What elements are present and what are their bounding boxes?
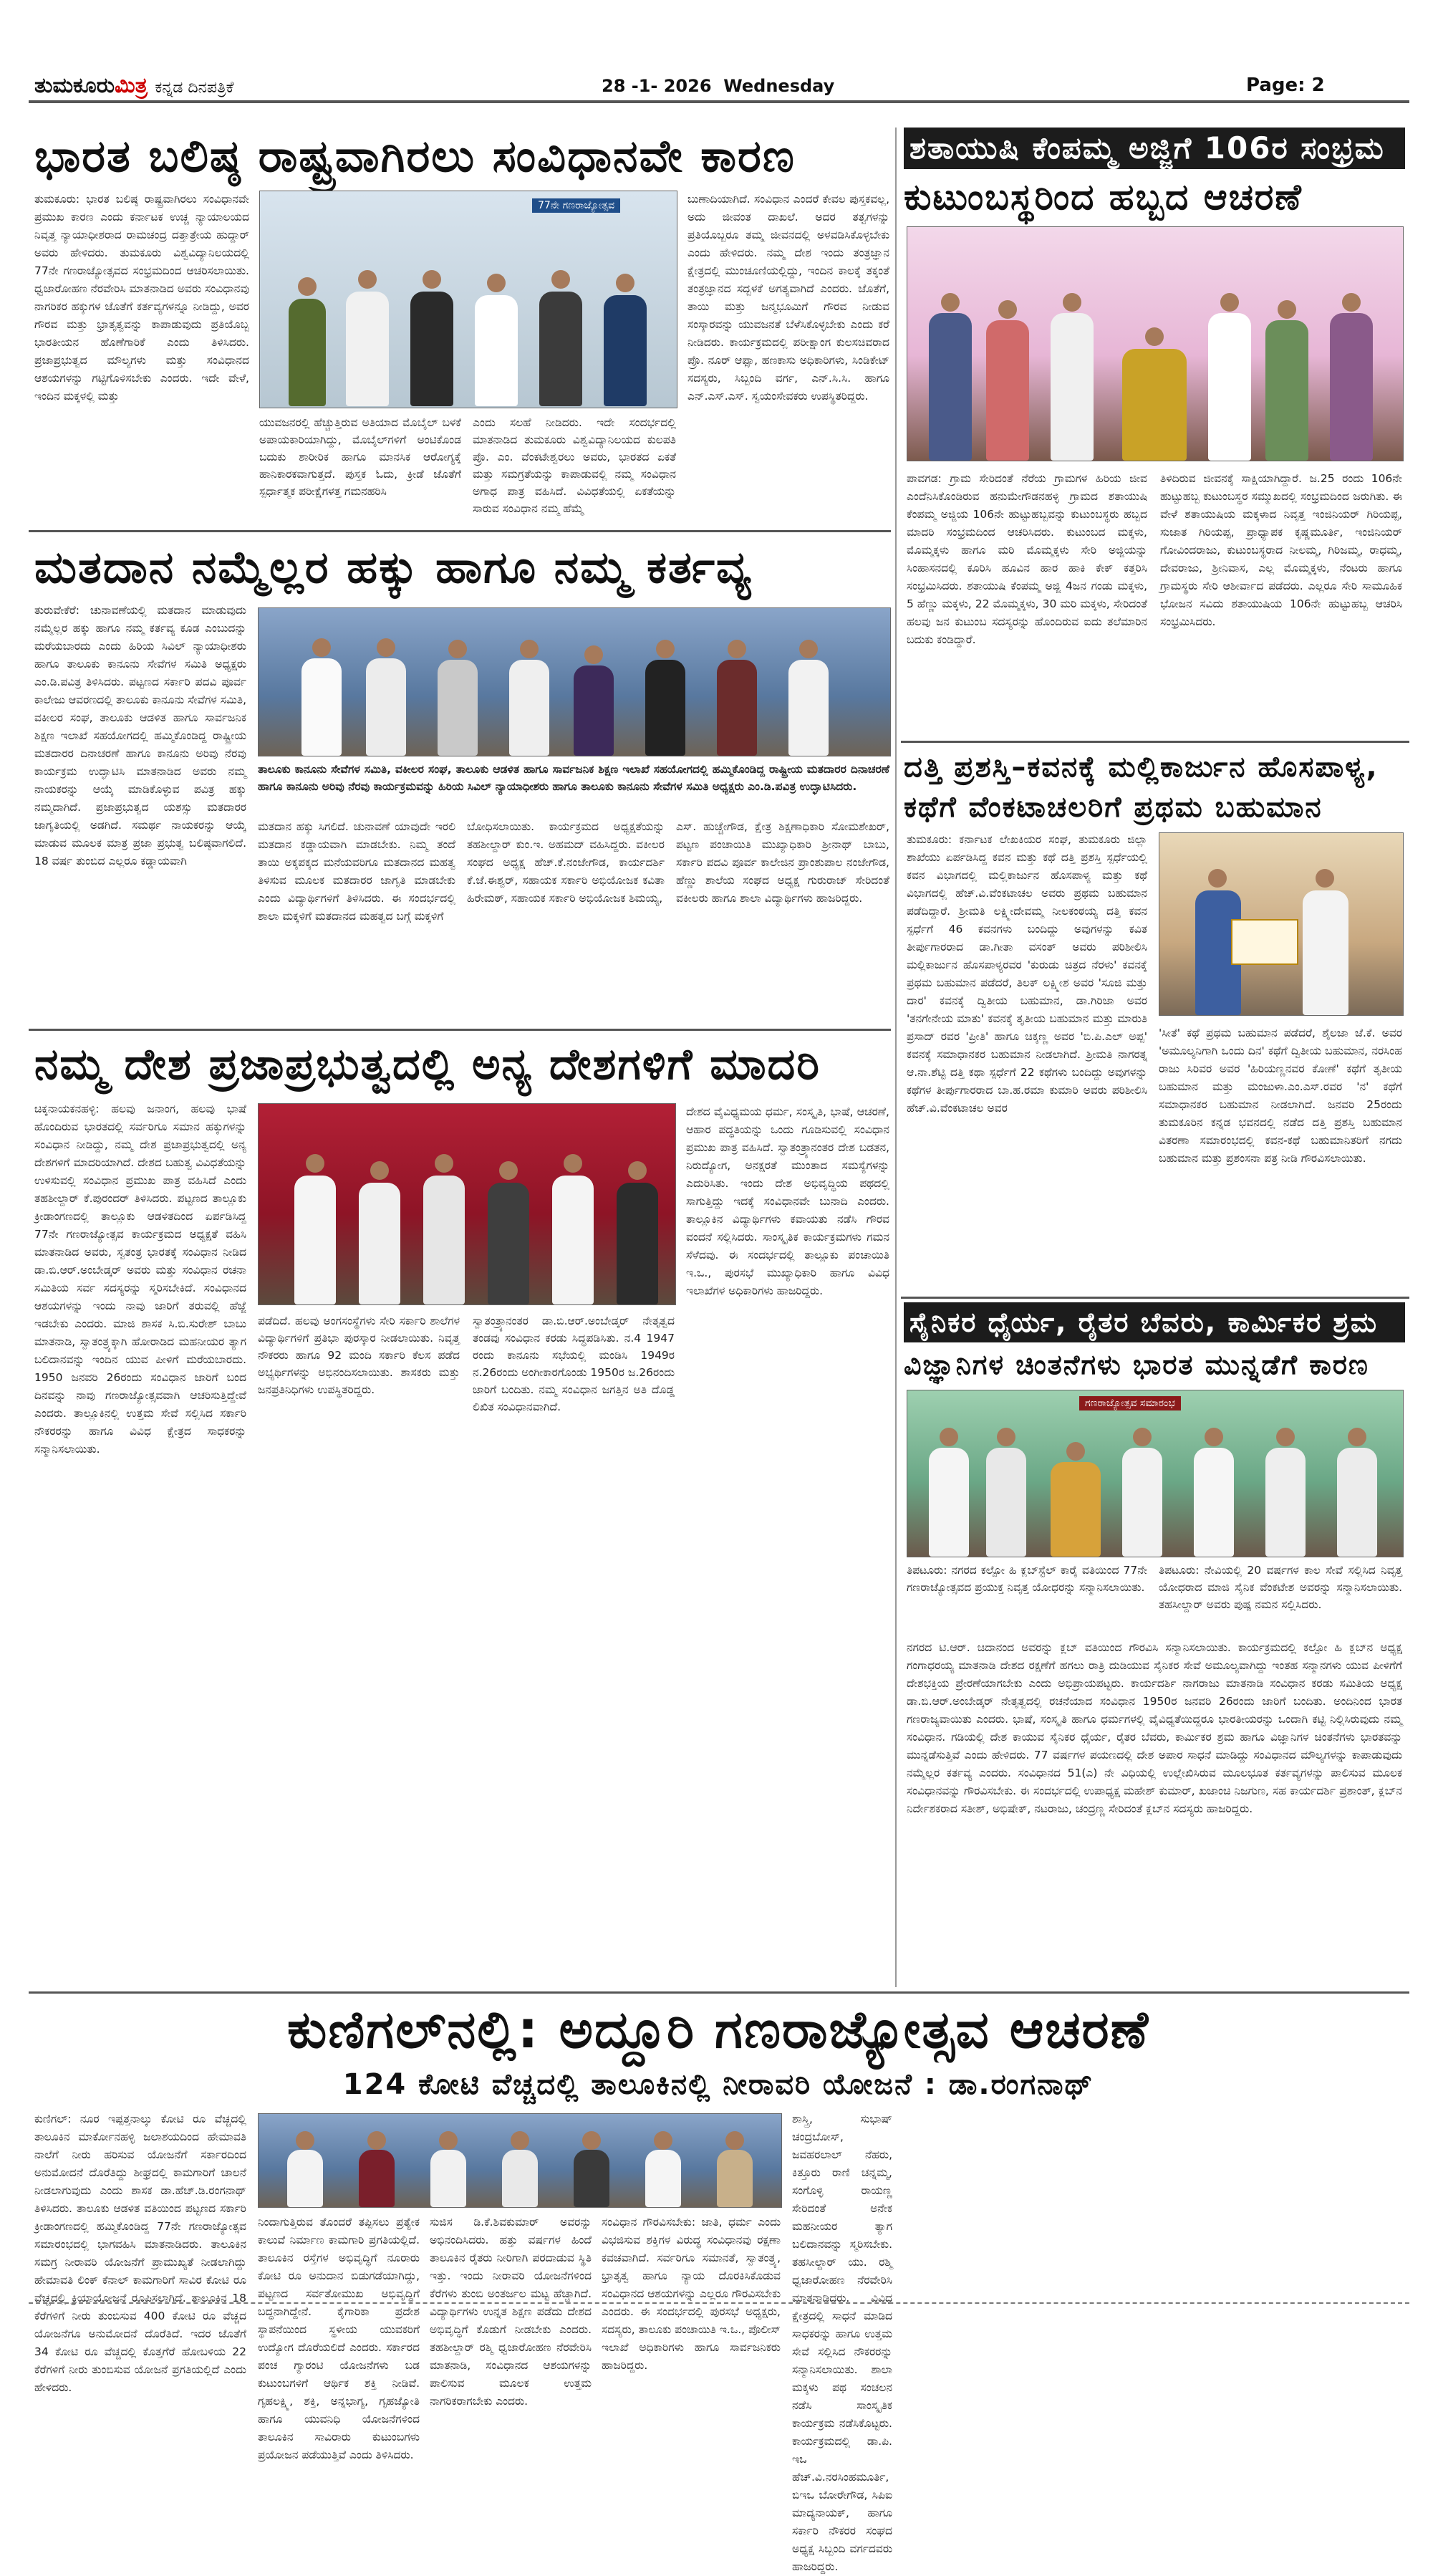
footer-rule	[29, 2302, 1409, 2305]
headline-award-2: ಕಥೆಗೆ ವೆಂಕಟಾಚಲರಿಗೆ ಪ್ರಥಮ ಬಹುಮಾನ	[904, 791, 1323, 824]
article-voting-col4: ಎಸ್. ಹುಚ್ಚೇಗೌಡ, ಕ್ಷೇತ್ರ ಶಿಕ್ಷಣಾಧಿಕಾರಿ ಸೋಮಶೇಖರ್, ಪಟ್ಟಣ ಪಂಚಾಯಿತಿ ಮುಖ್ಯಾಧಿಕಾರಿ ಶ್ರೀನಾಥ್ ಬಾಬು, ಸರ್ಕಾರಿ ಪದವಿ ಪೂರ್ವ ಕಾಲೇಜಿನ ಪ್ರಾಂಶುಪಾಲ ನಂಜೇಗೌಡ, ಹೆಣ್ಣು ಶಾಲೆಯ ಸಂಘದ ಅಧ್ಯಕ್ಷ ಗುರುರಾಜ್ ಸೇರಿದಂತೆ ವಕೀಲರು ಹಾಗೂ ಶಾಲಾ ವಿದ್ಯಾರ್ಥಿಗಳು ಹಾಜರಿದ್ದರು.	[676, 820, 889, 905]
headline-constitution: ಭಾರತ ಬಲಿಷ್ಠ ರಾಷ್ಟ್ರವಾಗಿರಲು ಸಂವಿಧಾನವೇ ಕಾರಣ	[34, 130, 796, 182]
divider	[901, 741, 1409, 743]
article-soldiers-col1: ನಗರದ ಟಿ.ಆರ್. ಚಿದಾನಂದ ಅವರನ್ನು ಕ್ಲಬ್ ವತಿಯಿಂದ ಗೌರವಿಸಿ ಸನ್ಮಾನಿಸಲಾಯಿತು. ಕಾರ್ಯಕ್ರಮದಲ್ಲಿ ಕಲ್ಪೋ ಹಿ ಕ್ಲಬ್‌ನ ಅಧ್ಯಕ್ಷ ಗಂಗಾಧರಯ್ಯ ಮಾತನಾಡಿ ದೇಶದ ರಕ್ಷಣೆಗೆ ಹಗಲು ರಾತ್ರಿ ದುಡಿಯುವ ಸೈನಿಕರ ಸೇವೆ ಅಮೂಲ್ಯವಾಗಿದ್ದು ಇಂತಹ ಸನ್ಮಾನಗಳು ಯುವ ಪೀಳಿಗೆಗೆ ದೇಶಭಕ್ತಿಯ ಪ್ರೇರಣೆಯಾಗಬೇಕು ಎಂದು ಅಭಿಪ್ರಾಯಪಟ್ಟರು. ಕಾರ್ಯದರ್ಶಿ ನಾಗರಾಜು ಮಾತನಾಡಿ ಸಂವಿಧಾನ ಕರಡು ಸಮಿತಿಯ ಅಧ್ಯಕ್ಷ ಡಾ.ಬಿ.ಆರ್.ಅಂಬೇಡ್ಕರ್ ನೇತೃತ್ವದಲ್ಲಿ ರಚನೆಯಾದ ಸಂವಿಧಾನ 1950ರ ಜನವರಿ 26ರಂದು ಜಾರಿಗೆ ಬಂದಿತು. ಅಂದಿನಿಂದ ಭಾರತ ಗಣರಾಜ್ಯವಾಯಿತು ಎಂದರು. ಭಾಷೆ, ಸಂಸ್ಕೃತಿ ಹಾಗೂ ಧರ್ಮಗಳಲ್ಲಿ ವೈವಿಧ್ಯತೆಯಿದ್ದರೂ ಭಾರತೀಯರನ್ನು ಒಂದಾಗಿ ಕಟ್ಟಿ ನಿಲ್ಲಿಸಿರುವುದು ನಮ್ಮ ಸಂವಿಧಾನ. ಗಡಿಯಲ್ಲಿ ದೇಶ ಕಾಯುವ ಸೈನಿಕರ ಧೈರ್ಯ, ರೈತರ ಬೆವರು, ಕಾರ್ಮಿಕರ ಶ್ರಮ ಹಾಗೂ ವಿಜ್ಞಾನಿಗಳ ಚಿಂತನೆಗಳು ಭಾರತವನ್ನು ಮುನ್ನಡೆಸುತ್ತಿವೆ ಎಂದು ಹೇಳಿದರು. 77 ವರ್ಷಗಳ ಪಯಣದಲ್ಲಿ ದೇಶ ಅಪಾರ ಸಾಧನೆ ಮಾಡಿದ್ದು ಸಂವಿಧಾನದ ಮೌಲ್ಯಗಳನ್ನು ಕಾಪಾಡುವುದು ನಮ್ಮೆಲ್ಲರ ಕರ್ತವ್ಯ ಎಂದರು. ಸಂವಿಧಾನದ 51(ಎ) ನೇ ವಿಧಿಯಲ್ಲಿ ಉಲ್ಲೇಖಿಸಿರುವ ಮೂಲಭೂತ ಕರ್ತವ್ಯಗಳನ್ನು ಪಾಲಿಸುವ ಮೂಲಕ ಸಂವಿಧಾನವನ್ನು ಗೌರವಿಸಬೇಕು. ಈ ಸಂದರ್ಭದಲ್ಲಿ ಉಪಾಧ್ಯಕ್ಷ ಮಹೇಶ್ ಕುಮಾರ್, ಖಜಾಂಚಿ ನಿಜಗುಣ, ಸಹ ಕಾರ್ಯದರ್ಶಿ ಪ್ರಶಾಂತ್, ಕ್ಲಬ್‌ನ ನಿರ್ದೇಶಕರಾದ ಸತೀಶ್, ಅಭಿಷೇಕ್, ನಟರಾಜು, ಚಂದ್ರಣ್ಣ ಸೇರಿದಂತೆ ಕ್ಲಬ್‌ನ ಸದಸ್ಯರು ಹಾಜರಿದ್ದರು.	[907, 1641, 1402, 1815]
headline-centenarian-2: ಕುಟುಂಬಸ್ಥರಿಂದ ಹಬ್ಬದ ಆಚರಣೆ	[904, 176, 1303, 218]
article-constitution-col1: ತುಮಕೂರು: ಭಾರತ ಬಲಿಷ್ಠ ರಾಷ್ಟ್ರವಾಗಿರಲು ಸಂವಿಧಾನವೇ ಪ್ರಮುಖ ಕಾರಣ ಎಂದು ಕರ್ನಾಟಕ ಉಚ್ಚ ನ್ಯಾಯಾಲಯದ ನಿವೃತ್ತ ನ್ಯಾಯಾಧೀಶರಾದ ರಾಮಚಂದ್ರ ದತ್ತಾತ್ರೇಯ ಹುದ್ದಾರ್ ಅವರು ಹೇಳಿದರು. ತುಮಕೂರು ವಿಶ್ವವಿದ್ಯಾನಿಲಯದಲ್ಲಿ 77ನೇ ಗಣರಾಜ್ಯೋತ್ಸವದ ಸಂಭ್ರಮದಿಂದ ಆಚರಿಸಲಾಯಿತು. ಧ್ವಜಾರೋಹಣ ನೆರವೇರಿಸಿ ಮಾತನಾಡಿದ ಅವರು ಸಂವಿಧಾನವು ನಾಗರಿಕರ ಹಕ್ಕುಗಳ ಜೊತೆಗೆ ಕರ್ತವ್ಯಗಳನ್ನೂ ನೀಡಿದ್ದು, ಅವರ ಗೌರವ ಮತ್ತು ಭ್ರಾತೃತ್ವವನ್ನು ಕಾಪಾಡುವುದು ಪ್ರತಿಯೊಬ್ಬ ಭಾರತೀಯನ ಹೊಣೆಗಾರಿಕೆ ಎಂದು ತಿಳಿಸಿದರು. ಪ್ರಜಾಪ್ರಭುತ್ವದ ಮೌಲ್ಯಗಳು ಮತ್ತು ಸಂವಿಧಾನದ ಆಶಯಗಳನ್ನು ಗಟ್ಟಿಗೊಳಿಸಬೇಕು ಎಂದರು. ಇದೇ ವೇಳೆ, ಇಂದಿನ ಮಕ್ಕಳಲ್ಲಿ ಮತ್ತು	[34, 193, 249, 403]
article-voting-col2: ಮತದಾನ ಹಕ್ಕು ಸಿಗಲಿದೆ. ಚುನಾವಣೆ ಯಾವುದೇ ಇರಲಿ ಮತದಾನ ಕಡ್ಡಾಯವಾಗಿ ಮಾಡಬೇಕು. ನಿಮ್ಮ ತಂದೆ ತಾಯಿ ಅಕ್ಕಪಕ್ಕದ ಮನೆಯವರಿಗೂ ಮತದಾನದ ಮಹತ್ವ ತಿಳಿಸುವ ಮೂಲಕ ಮತದಾರರ ಜಾಗೃತಿ ಮಾಡಬೇಕು ಎಂದು ವಿದ್ಯಾರ್ಥಿಗಳಿಗೆ ತಿಳಿಸಿದರು. ಈ ಸಂದರ್ಭದಲ್ಲಿ ಶಾಲಾ ಮಕ್ಕಳಿಗೆ ಮತದಾನದ ಮಹತ್ವದ ಬಗ್ಗೆ ಮಕ್ಕಳಿಗೆ	[258, 820, 455, 923]
photo-banner: ಗಣರಾಜ್ಯೋತ್ಸವ ಸಮಾರಂಭ	[1079, 1396, 1181, 1410]
article-democracy-cap2: ಸ್ವಾತಂತ್ರ್ಯಾನಂತರ ಡಾ.ಬಿ.ಆರ್.ಅಂಬೇಡ್ಕರ್ ನೇತೃತ್ವದ ತಂಡವು ಸಂವಿಧಾನ ಕರಡು ಸಿದ್ಧಪಡಿಸಿತು. ನ.4 1947 ರಂದು ಕಾನೂನು ಸಭೆಯಲ್ಲಿ ಮಂಡಿಸಿ 1949ರ ನ.26ರಂದು ಅಂಗೀಕಾರಗೊಂಡು 1950ರ ಜ.26ರಂದು ಜಾರಿಗೆ ಬಂದಿತು. ನಮ್ಮ ಸಂವಿಧಾನ ಜಗತ್ತಿನ ಅತಿ ದೊಡ್ಡ ಲಿಖಿತ ಸಂವಿಧಾನವಾಗಿದೆ.	[473, 1315, 675, 1413]
photo-banner: 77ನೇ ಗಣರಾಜ್ಯೋತ್ಸವ	[532, 198, 620, 213]
photo-soldiers-felicitation	[907, 1390, 1404, 1557]
divider	[29, 1991, 1409, 1994]
article-award-col1: ತುಮಕೂರು: ಕರ್ನಾಟಕ ಲೇಖಕಿಯರ ಸಂಘ, ತುಮಕೂರು ಜಿಲ್ಲಾ ಶಾಖೆಯು ಏರ್ಪಡಿಸಿದ್ದ ಕವನ ಮತ್ತು ಕಥೆ ದತ್ತಿ ಪ್ರಶಸ್ತಿ ಸ್ಪರ್ಧೆಯಲ್ಲಿ ಕವನ ವಿಭಾಗದಲ್ಲಿ ಮಲ್ಲಿಕಾರ್ಜುನ ಹೊಸಪಾಳ್ಯ ಮತ್ತು ಕಥೆ ವಿಭಾಗದಲ್ಲಿ ಹೆಚ್.ವಿ.ವೆಂಕಟಾಚಲ ಅವರು ಪ್ರಥಮ ಬಹುಮಾನ ಪಡೆದಿದ್ದಾರೆ. ಶ್ರೀಮತಿ ಲಕ್ಷ್ಮೀದೇವಮ್ಮ ನೀಲಕಂಠಯ್ಯ ದತ್ತಿ ಕವನ ಸ್ಪರ್ಧೆಗೆ 46 ಕವನಗಳು ಬಂದಿದ್ದು ಅವುಗಳನ್ನು ಕವಿತ ತೀರ್ಪುಗಾರರಾದ ಡಾ.ಗೀತಾ ವಸಂತ್ ಅವರು ಪರಿಶೀಲಿಸಿ ಮಲ್ಲಿಕಾರ್ಜುನ ಹೊಸಪಾಳ್ಯರವರ 'ಕುರುಡು ಚಿತ್ರದ ನೆರಳು' ಕವನಕ್ಕೆ ಪ್ರಥಮ ಬಹುಮಾನ ಪಡೆದರೆ, ತಿಲಕ್ ಲಕ್ಷ್ಮೀಶ ಅವರ 'ಸೂಜಿ ಮತ್ತು ದಾರ' ಕವನಕ್ಕೆ ದ್ವಿತೀಯ ಬಹುಮಾನ, ಡಾ.ಗಿರಿಜಾ ಅವರ 'ತನಗೇನೇಯ ಮಾತು' ಕವನಕ್ಕೆ ತೃತೀಯ ಬಹುಮಾನ ಮತ್ತು ಮಾರುತಿ ಪ್ರಸಾದ್ ರವರ 'ಪ್ರೀತಿ' ಹಾಗೂ ಚಿಕ್ಕಣ್ಣ ಅವರ 'ಬಿ.ಪಿ.ಎಲ್ ಅಪ್ಪ' ಕವನಕ್ಕೆ ಸಮಾಧಾನಕರ ಬಹುಮಾನ ನೀಡಲಾಗಿದೆ. ಶ್ರೀಮತಿ ನಾಗರತ್ನ ಆ.ನಾ.ಶೆಟ್ಟಿ ದತ್ತಿ ಕಥಾ ಸ್ಪರ್ಧೆಗೆ 22 ಕಥೆಗಳು ಬಂದಿದ್ದು ಅವುಗಳನ್ನು ಕಥೆಗಳ ತೀರ್ಪುಗಾರರಾದ ಬಾ.ಹ.ರಮಾ ಕುಮಾರಿ ಅವರು ಪರಿಶೀಲಿಸಿ ಹೆಚ್.ವಿ.ವೆಂಕಟಾಚಲ ಅವರ	[907, 833, 1147, 1115]
article-award-col2: 'ಸೀತೆ' ಕಥೆ ಪ್ರಥಮ ಬಹುಮಾನ ಪಡೆದರೆ, ಶೈಲಜಾ ಜೆ.ಕೆ. ಅವರ 'ಅಮೂಲ್ಯನಿಗಾಗಿ ಒಂದು ದಿನ' ಕಥೆಗೆ ದ್ವಿತೀಯ ಬಹುಮಾನ, ನರಸಿಂಹ ರಾಜು ಸಿರಿವರ ಅವರ 'ಹಿರಿಯಣ್ಣನವರ ಕೋಣೆ' ಕಥೆಗೆ ತೃತೀಯ ಬಹುಮಾನ ಮತ್ತು ಮಂಜುಳಾ.ಎಂ.ಎಸ್.ರವರ 'ನ' ಕಥೆಗೆ ಸಮಾಧಾನಕರ ಬಹುಮಾನ ನೀಡಲಾಗಿದೆ. ಜನವರಿ 25ರಂದು ತುಮಕೂರಿನ ಕನ್ನಡ ಭವನದಲ್ಲಿ ನಡೆದ ದತ್ತಿ ಪ್ರಶಸ್ತಿ ಬಹುಮಾನ ವಿತರಣಾ ಸಮಾರಂಭದಲ್ಲಿ ಕವನ-ಕಥೆ ಬಹುಮಾನಿತರಿಗೆ ನಗದು ಬಹುಮಾನ ಮತ್ತು ಪ್ರಶಂಸನಾ ಪತ್ರ ನೀಡಿ ಗೌರವಿಸಲಾಯಿತು.	[1159, 1027, 1402, 1165]
headline-kunigal: ಕುಣಿಗಲ್‌ನಲ್ಲಿ: ಅದ್ದೂರಿ ಗಣರಾಜ್ಯೋತ್ಸವ ಆಚರಣೆ	[286, 1999, 1149, 2060]
article-soldiers-cap1: ತಿಪಟೂರು: ನಗರದ ಕಲ್ಪೋ ಹಿ ಕ್ಲಬ್‌ಸ್ಟೆಲ್ ಕಾರೈ ವತಿಯಿಂದ 77ನೇ ಗಣರಾಜ್ಯೋತ್ಸವದ ಪ್ರಯುಕ್ತ ನಿವೃತ್ತ ಯೋಧರನ್ನು ಸನ್ಮಾನಿಸಲಾಯಿತು.	[907, 1564, 1147, 1594]
subheadline-kunigal: 124 ಕೋಟಿ ವೆಚ್ಚದಲ್ಲಿ ತಾಲೂಕಿನಲ್ಲಿ ನೀರಾವರಿ ಯೋಜನೆ : ಡಾ.ರಂಗನಾಥ್	[342, 2068, 1094, 2101]
article-kunigal-col4: ಸಂವಿಧಾನ ಗೌರವಿಸಬೇಕು: ಜಾತಿ, ಧರ್ಮ ಎಂದು ವಿಭಜಿಸುವ ಶಕ್ತಿಗಳ ವಿರುದ್ಧ ಸಂವಿಧಾನವು ರಕ್ಷಣಾ ಕವಚವಾಗಿದೆ. ಸರ್ವರಿಗೂ ಸಮಾನತೆ, ಸ್ವಾತಂತ್ರ್ಯ, ಭ್ರಾತೃತ್ವ ಹಾಗೂ ನ್ಯಾಯ ದೊರಕಿಸಿಕೊಡುವ ಸಂವಿಧಾನದ ಆಶಯಗಳನ್ನು ಎಲ್ಲರೂ ಗೌರವಿಸಬೇಕು ಎಂದರು. ಈ ಸಂದರ್ಭದಲ್ಲಿ ಪುರಸಭೆ ಅಧ್ಯಕ್ಷರು, ಸದಸ್ಯರು, ತಾಲೂಕು ಪಂಚಾಯಿತಿ ಇ.ಒ., ಪೊಲೀಸ್ ಇಲಾಖೆ ಅಧಿಕಾರಿಗಳು ಹಾಗೂ ಸಾರ್ವಜನಿಕರು ಹಾಜರಿದ್ದರು.	[602, 2216, 781, 2372]
issue-day: Wednesday	[723, 76, 835, 96]
divider	[901, 1297, 1409, 1299]
masthead-subtitle: ಕನ್ನಡ ದಿನಪತ್ರಿಕೆ	[155, 79, 234, 97]
article-constitution-cap1: ಯುವಜನರಲ್ಲಿ ಹೆಚ್ಚುತ್ತಿರುವ ಅತಿಯಾದ ಮೊಬೈಲ್ ಬಳಕೆ ಅಪಾಯಕಾರಿಯಾಗಿದ್ದು, ಮೊಬೈಲ್‌ಗಳಿಗೆ ಅಂಟಿಕೊಂಡ ಬದುಕು ಶಾರೀರಿಕ ಹಾಗೂ ಮಾನಸಿಕ ಆರೋಗ್ಯಕ್ಕೆ ಹಾನಿಕಾರಕವಾಗುತ್ತದೆ. ಪುಸ್ತಕ ಓದು, ಕ್ರೀಡೆ ಜೊತೆಗೆ ಸ್ಪರ್ಧಾತ್ಮಕ ಪರೀಕ್ಷೆಗಳತ್ತ ಗಮನಹರಿಸಿ	[259, 416, 461, 498]
article-kunigal-col2: ನಿಂದಾಗುತ್ತಿರುವ ತೊಂದರೆ ತಪ್ಪಿಸಲು ಪ್ರತ್ಯೇಕ ಕಾಲುವೆ ನಿರ್ಮಾಣ ಕಾಮಗಾರಿ ಪ್ರಗತಿಯಲ್ಲಿದೆ. ತಾಲೂಕಿನ ರಸ್ತೆಗಳ ಅಭಿವೃದ್ಧಿಗೆ ನೂರಾರು ಕೋಟಿ ರೂ ಅನುದಾನ ಬಿಡುಗಡೆಯಾಗಿದ್ದು, ಪಟ್ಟಣದ ಸರ್ವತೋಮುಖ ಅಭಿವೃದ್ಧಿಗೆ ಬದ್ಧನಾಗಿದ್ದೇನೆ. ಕೈಗಾರಿಕಾ ಪ್ರದೇಶ ಸ್ಥಾಪನೆಯಿಂದ ಸ್ಥಳೀಯ ಯುವಕರಿಗೆ ಉದ್ಯೋಗ ದೊರೆಯಲಿದೆ ಎಂದರು. ಸರ್ಕಾರದ ಪಂಚ ಗ್ಯಾರಂಟಿ ಯೋಜನೆಗಳು ಬಡ ಕುಟುಂಬಗಳಿಗೆ ಆರ್ಥಿಕ ಶಕ್ತಿ ನೀಡಿವೆ. ಗೃಹಲಕ್ಷ್ಮಿ, ಶಕ್ತಿ, ಅನ್ನಭಾಗ್ಯ, ಗೃಹಜ್ಯೋತಿ ಹಾಗೂ ಯುವನಿಧಿ ಯೋಜನೆಗಳಿಂದ ತಾಲೂಕಿನ ಸಾವಿರಾರು ಕುಟುಂಬಗಳು ಪ್ರಯೋಜನ ಪಡೆಯುತ್ತಿವೆ ಎಂದು ತಿಳಿಸಿದರು.	[258, 2216, 420, 2461]
headline-voting: ಮತದಾನ ನಮ್ಮೆಲ್ಲರ ಹಕ್ಕು ಹಾಗೂ ನಮ್ಮ ಕರ್ತವ್ಯ	[34, 541, 753, 593]
header-rule	[29, 100, 1409, 103]
photo-voting-event	[258, 607, 891, 756]
column-divider	[895, 128, 897, 1987]
photo-democracy-felicitation	[258, 1103, 676, 1305]
photo-kunigal-stage	[258, 2113, 782, 2208]
headline-centenarian-1: ಶತಾಯುಷಿ ಕೆಂಪಮ್ಮ ಅಜ್ಜಿಗೆ 106ರ ಸಂಭ್ರಮ	[904, 128, 1405, 169]
article-kunigal-col1: ಕುಣಿಗಲ್: ನೂರ ಇಪ್ಪತ್ತನಾಲ್ಕು ಕೋಟಿ ರೂ ವೆಚ್ಚದಲ್ಲಿ ತಾಲೂಕಿನ ಮಾರ್ಕೋನಹಳ್ಳಿ ಜಲಾಶಯದಿಂದ ಹೇಮಾವತಿ ನಾಲೆಗೆ ನೀರು ಹರಿಸುವ ಯೋಜನೆಗೆ ಸರ್ಕಾರದಿಂದ ಅನುಮೋದನೆ ದೊರೆತಿದ್ದು ಶೀಘ್ರದಲ್ಲಿ ಕಾಮಗಾರಿಗೆ ಚಾಲನೆ ನೀಡಲಾಗುವುದು ಎಂದು ಶಾಸಕ ಡಾ.ಹೆಚ್.ಡಿ.ರಂಗನಾಥ್ ತಿಳಿಸಿದರು. ತಾಲೂಕು ಆಡಳಿತ ವತಿಯಿಂದ ಪಟ್ಟಣದ ಸರ್ಕಾರಿ ಕ್ರೀಡಾಂಗಣದಲ್ಲಿ ಹಮ್ಮಿಕೊಂಡಿದ್ದ 77ನೇ ಗಣರಾಜ್ಯೋತ್ಸವ ಸಮಾರಂಭದಲ್ಲಿ ಭಾಗವಹಿಸಿ ಮಾತನಾಡಿದರು. ತಾಲೂಕಿನ ಸಮಗ್ರ ನೀರಾವರಿ ಯೋಜನೆಗೆ ಪ್ರಾಮುಖ್ಯತೆ ನೀಡಲಾಗಿದ್ದು ಹೇಮಾವತಿ ಲಿಂಕ್ ಕೆನಾಲ್ ಕಾಮಗಾರಿಗೆ ಸಾವಿರ ಕೋಟಿ ರೂ ವೆಚ್ಚದಲ್ಲಿ ಕ್ರಿಯಾಯೋಜನೆ ರೂಪಿಸಲಾಗಿದೆ. ತಾಲೂಕಿನ 18 ಕೆರೆಗಳಿಗೆ ನೀರು ತುಂಬಿಸುವ 400 ಕೋಟಿ ರೂ ವೆಚ್ಚದ ಯೋಜನೆಗೂ ಅನುಮೋದನೆ ದೊರೆತಿದೆ. ಇದರ ಜೊತೆಗೆ 34 ಕೋಟಿ ರೂ ವೆಚ್ಚದಲ್ಲಿ ಕೊತ್ತಗೆರೆ ಹೋಬಳಿಯ 22 ಕೆರೆಗಳಿಗೆ ನೀರು ತುಂಬಿಸುವ ಯೋಜನೆ ಪ್ರಗತಿಯಲ್ಲಿದೆ ಎಂದು ಹೇಳಿದರು.	[34, 2113, 246, 2394]
article-centenarian-col2: ತಿಳಿದಿರುವ ಜೀವನಕ್ಕೆ ಸಾಕ್ಷಿಯಾಗಿದ್ದಾರೆ. ಜ.25 ರಂದು 106ನೇ ಹುಟ್ಟುಹಬ್ಬ ಕುಟುಂಬಸ್ಥರ ಸಮ್ಮುಖದಲ್ಲಿ ಸಂಭ್ರಮದಿಂದ ಜರುಗಿತು. ಈ ವೇಳೆ ಶತಾಯುಷಿಯ ಮಕ್ಕಳಾದ ನಿವೃತ್ತ ಇಂಜಿನಿಯರ್ ಗಿರಿಯಪ್ಪ, ಸುಜಾತ ಗಿರಿಯಪ್ಪ, ಪ್ರಾಧ್ಯಾಪಕ ಕೃಷ್ಣಮೂರ್ತಿ, ಇಂಜಿನಿಯರ್ ಗೋವಿಂದರಾಜು, ಕುಟುಂಬಸ್ಥರಾದ ನೀಲಮ್ಮ, ಗಿರಿಜಮ್ಮ, ರಾಧಮ್ಮ, ದೇವರಾಜು, ಶ್ರೀನಿವಾಸ, ಎಲ್ಲ ಮೊಮ್ಮಕ್ಕಳು, ನೆಂಟರು ಹಾಗೂ ಗ್ರಾಮಸ್ಥರು ಸೇರಿ ಆಶೀರ್ವಾದ ಪಡೆದರು. ಎಲ್ಲರೂ ಸೇರಿ ಸಾಮೂಹಿಕ ಭೋಜನ ಸವಿದು ಶತಾಯುಷಿಯ 106ನೇ ಹುಟ್ಟುಹಬ್ಬ ಆಚರಿಸಿ ಸಂಭ್ರಮಿಸಿದರು.	[1160, 472, 1402, 628]
headline-soldiers-2: ವಿಜ್ಞಾನಿಗಳ ಚಿಂತನೆಗಳು ಭಾರತ ಮುನ್ನಡೆಗೆ ಕಾರಣ	[904, 1349, 1369, 1380]
divider	[29, 1029, 891, 1031]
issue-date: 28 -1- 2026 Wednesday	[602, 76, 835, 96]
article-voting-col3: ಬೋಧಿಸಲಾಯಿತು. ಕಾರ್ಯಕ್ರಮದ ಅಧ್ಯಕ್ಷತೆಯನ್ನು ತಹಶೀಲ್ದಾರ್ ಕುಂ.ಇ. ಅಹಮದ್ ವಹಿಸಿದ್ದರು. ವಕೀಲರ ಸಂಘದ ಅಧ್ಯಕ್ಷ ಹೆಚ್.ಕೆ.ನಂಜೇಗೌಡ, ಕಾರ್ಯದರ್ಶಿ ಕೆ.ಜೆ.ಈಶ್ವರ್, ಸಹಾಯಕ ಸರ್ಕಾರಿ ಅಭಿಯೋಜಕ ಕವಿತಾ ಹಿರೇಮಠ್, ಸಹಾಯಕ ಸರ್ಕಾರಿ ಅಭಿಯೋಜಕ ಶಿಮಯ್ಯ,	[467, 820, 665, 905]
masthead-name: ತುಮಕೂರು	[34, 73, 115, 98]
photo-constitution-officials	[259, 191, 677, 408]
article-centenarian-col1: ಪಾವಗಡ: ಗ್ರಾಮ ಸೇರಿದಂತೆ ನೆರೆಯ ಗ್ರಾಮಗಳ ಹಿರಿಯ ಜೀವ ಎಂದೆನಿಸಿಕೊಂಡಿರುವ ಹನುಮೇಗೌಡನಹಳ್ಳಿ ಗ್ರಾಮದ ಶತಾಯುಷಿ ಕೆಂಪಮ್ಮ ಅಜ್ಜಿಯ 106ನೇ ಹುಟ್ಟುಹಬ್ಬವನ್ನು ಕುಟುಂಬಸ್ಥರು ಹಬ್ಬದ ಮಾದರಿ ಸಂಭ್ರಮದಿಂದ ಆಚರಿಸಿದರು. ಕುಟುಂಬದ ಮಕ್ಕಳು, ಮೊಮ್ಮಕ್ಕಳು ಹಾಗೂ ಮರಿ ಮೊಮ್ಮಕ್ಕಳು ಸೇರಿ ಅಜ್ಜಿಯನ್ನು ಸಿಂಹಾಸನದಲ್ಲಿ ಕೂರಿಸಿ ಹೂವಿನ ಹಾರ ಹಾಕಿ ಕೇಕ್ ಕತ್ತರಿಸಿ ಸಂಭ್ರಮಿಸಿದರು. ಶತಾಯುಷಿ ಕೆಂಪಮ್ಮ ಅಜ್ಜಿ 4ಜನ ಗಂಡು ಮಕ್ಕಳು, 5 ಹೆಣ್ಣು ಮಕ್ಕಳು, 22 ಮೊಮ್ಮಕ್ಕಳು, 30 ಮರಿ ಮಕ್ಕಳು, ಸೇರಿದಂತೆ ಹಲವು ಜನ ಕುಟುಂಬ ಸದಸ್ಯರನ್ನು ಹೊಂದಿರುವ ಐದು ತಲೆಮಾರಿನ ಬದುಕು ಕಂಡಿದ್ದಾರೆ.	[907, 472, 1147, 646]
article-constitution-cap2: ಎಂದು ಸಲಹೆ ನೀಡಿದರು. ಇದೇ ಸಂದರ್ಭದಲ್ಲಿ ಮಾತನಾಡಿದ ತುಮಕೂರು ವಿಶ್ವವಿದ್ಯಾನಿಲಯದ ಕುಲಪತಿ ಪ್ರೊ. ಎಂ. ವೆಂಕಟೇಶ್ವರಲು ಅವರು, ಭಾರತದ ಏಕತೆ ಮತ್ತು ಸಮಗ್ರತೆಯನ್ನು ಕಾಪಾಡುವಲ್ಲಿ ನಮ್ಮ ಸಂವಿಧಾನ ಅಗಾಧ ಪಾತ್ರ ವಹಿಸಿದೆ. ವಿವಿಧತೆಯಲ್ಲಿ ಏಕತೆಯನ್ನು ಸಾರುವ ಸಂವಿಧಾನ ನಮ್ಮ ಹೆಮ್ಮೆ	[473, 416, 676, 515]
photo-centenarian-family	[907, 226, 1404, 461]
photo-award-recipients	[1159, 832, 1404, 1016]
article-voting-col1: ತುರುವೇಕೆರೆ: ಚುನಾವಣೆಯಲ್ಲಿ ಮತದಾನ ಮಾಡುವುದು ನಮ್ಮೆಲ್ಲರ ಹಕ್ಕು ಹಾಗೂ ನಮ್ಮ ಕರ್ತವ್ಯ ಕೂಡ ಎಂಬುದನ್ನು ಮರೆಯಬಾರದು ಎಂದು ಹಿರಿಯ ಸಿವಿಲ್ ನ್ಯಾಯಾಧೀಶರು ಹಾಗೂ ತಾಲೂಕು ಕಾನೂನು ಸೇವೆಗಳ ಸಮಿತಿ ಅಧ್ಯಕ್ಷರು ಎಂ.ಡಿ.ಪವಿತ್ರ ತಿಳಿಸಿದರು. ಪಟ್ಟಣದ ಸರ್ಕಾರಿ ಪದವಿ ಪೂರ್ವ ಕಾಲೇಜು ಆವರಣದಲ್ಲಿ ತಾಲೂಕು ಕಾನೂನು ಸೇವೆಗಳ ಸಮಿತಿ, ವಕೀಲರ ಸಂಘ, ತಾಲೂಕು ಆಡಳಿತ ಹಾಗೂ ಸಾರ್ವಜನಿಕ ಶಿಕ್ಷಣ ಇಲಾಖೆ ಸಹಯೋಗದಲ್ಲಿ ಹಮ್ಮಿಕೊಂಡಿದ್ದ ರಾಷ್ಟ್ರೀಯ ಮತದಾರರ ದಿನಾಚರಣೆ ಹಾಗೂ ಕಾನೂನು ಅರಿವು ನೆರವು ಕಾರ್ಯಕ್ರಮ ಉದ್ಘಾಟಿಸಿ ಮಾತನಾಡಿದ ಅವರು ನಮ್ಮ ನಾಯಕರನ್ನು ಆಯ್ಕೆ ಮಾಡಿಕೊಳ್ಳುವ ಪವಿತ್ರ ಹಕ್ಕು ನಮ್ಮದಾಗಿದೆ. ಪ್ರಜಾಪ್ರಭುತ್ವದ ಯಶಸ್ಸು ಮತದಾರರ ಜಾಗೃತಿಯಲ್ಲಿ ಅಡಗಿದೆ. ಸಮರ್ಥ ನಾಯಕರನ್ನು ಆಯ್ಕೆ ಮಾಡುವ ಮೂಲಕ ಮಾತ್ರ ಪ್ರಜಾ ಪ್ರಭುತ್ವ ಬಲಿಷ್ಠವಾಗಲಿದೆ. 18 ವರ್ಷ ತುಂಬಿದ ಎಲ್ಲರೂ ಕಡ್ಡಾಯವಾಗಿ	[34, 604, 246, 868]
article-democracy-col1: ಚಿಕ್ಕನಾಯಕನಹಳ್ಳಿ: ಹಲವು ಜನಾಂಗ, ಹಲವು ಭಾಷೆ ಹೊಂದಿರುವ ಭಾರತದಲ್ಲಿ ಸರ್ವರಿಗೂ ಸಮಾನ ಹಕ್ಕುಗಳನ್ನು ಸಂವಿಧಾನ ನೀಡಿದ್ದು, ನಮ್ಮ ದೇಶ ಪ್ರಜಾಪ್ರಭುತ್ವದಲ್ಲಿ ಅನ್ಯ ದೇಶಗಳಿಗೆ ಮಾದರಿಯಾಗಿದೆ. ದೇಶದ ಬಹುತ್ವ ವಿವಿಧತೆಯನ್ನು ಉಳಿಸುವಲ್ಲಿ ಸಂವಿಧಾನ ಪ್ರಮುಖ ಪಾತ್ರ ವಹಿಸಿದೆ ಎಂದು ತಹಶೀಲ್ದಾರ್ ಕೆ.ಪುರಂದರ್ ತಿಳಿಸಿದರು. ಪಟ್ಟಣದ ತಾಲ್ಲೂಕು ಕ್ರೀಡಾಂಗಣದಲ್ಲಿ ತಾಲ್ಲೂಕು ಆಡಳಿತದಿಂದ ಏರ್ಪಡಿಸಿದ್ದ 77ನೇ ಗಣರಾಜ್ಯೋತ್ಸವ ಕಾರ್ಯಕ್ರಮದ ಅಧ್ಯಕ್ಷತೆ ವಹಿಸಿ ಮಾತನಾಡಿದ ಅವರು, ಸ್ವತಂತ್ರ ಭಾರತಕ್ಕೆ ಸಂವಿಧಾನ ನೀಡಿದ ಡಾ.ಬಿ.ಆರ್.ಅಂಬೇಡ್ಕರ್ ಅವರು ಮತ್ತು ಸಂವಿಧಾನ ರಚನಾ ಸಮಿತಿಯ ಸರ್ವ ಸದಸ್ಯರನ್ನು ಸ್ಮರಿಸಬೇಕಿದೆ. ಸಂವಿಧಾನದ ಆಶಯಗಳನ್ನು ಇಂದು ನಾವು ಜಾರಿಗೆ ತರುವಲ್ಲಿ ಹೆಜ್ಜೆ ಇಡಬೇಕು ಎಂದರು. ಮಾಜಿ ಶಾಸಕ ಸಿ.ಬಿ.ಸುರೇಶ್ ಬಾಬು ಮಾತನಾಡಿ, ಸ್ವಾತಂತ್ರ್ಯಕ್ಕಾಗಿ ಹೋರಾಡಿದ ಮಹನೀಯರ ತ್ಯಾಗ ಬಲಿದಾನವನ್ನು ಇಂದಿನ ಯುವ ಪೀಳಿಗೆ ಮರೆಯಬಾರದು. 1950 ಜನವರಿ 26ರಂದು ಸಂವಿಧಾನ ಜಾರಿಗೆ ಬಂದ ದಿನವನ್ನು ನಾವು ಗಣರಾಜ್ಯೋತ್ಸವವಾಗಿ ಆಚರಿಸುತ್ತಿದ್ದೇವೆ ಎಂದರು. ತಾಲ್ಲೂಕಿನಲ್ಲಿ ಉತ್ತಮ ಸೇವೆ ಸಲ್ಲಿಸಿದ ಸರ್ಕಾರಿ ನೌಕರರನ್ನು ಹಾಗೂ ವಿವಿಧ ಕ್ಷೇತ್ರದ ಸಾಧಕರನ್ನು ಸನ್ಮಾನಿಸಲಾಯಿತು.	[34, 1102, 246, 1456]
article-kunigal-col3: ಸುಜಿಸ ಡಿ.ಕೆ.ಶಿವಕುಮಾರ್ ಅವರನ್ನು ಅಭಿನಂದಿಸಿದರು. ಹತ್ತು ವರ್ಷಗಳ ಹಿಂದೆ ತಾಲೂಕಿನ ರೈತರು ನೀರಿಗಾಗಿ ಪರದಾಡುವ ಸ್ಥಿತಿ ಇತ್ತು. ಇಂದು ನೀರಾವರಿ ಯೋಜನೆಗಳಿಂದ ಕೆರೆಗಳು ತುಂಬಿ ಅಂತರ್ಜಲ ಮಟ್ಟ ಹೆಚ್ಚಾಗಿದೆ. ವಿದ್ಯಾರ್ಥಿಗಳು ಉನ್ನತ ಶಿಕ್ಷಣ ಪಡೆದು ದೇಶದ ಅಭಿವೃದ್ಧಿಗೆ ಕೊಡುಗೆ ನೀಡಬೇಕು ಎಂದರು. ತಹಶೀಲ್ದಾರ್ ರಶ್ಮಿ ಧ್ವಜಾರೋಹಣ ನೆರವೇರಿಸಿ ಮಾತನಾಡಿ, ಸಂವಿಧಾನದ ಆಶಯಗಳನ್ನು ಪಾಲಿಸುವ ಮೂಲಕ ಉತ್ತಮ ನಾಗರಿಕರಾಗಬೇಕು ಎಂದರು.	[430, 2216, 592, 2408]
headline-soldiers-1: ಸೈನಿಕರ ಧೈರ್ಯ, ರೈತರ ಬೆವರು, ಕಾರ್ಮಿಕರ ಶ್ರಮ	[904, 1302, 1405, 1342]
page-number: Page: 2	[1246, 75, 1325, 96]
masthead-title	[34, 73, 233, 98]
article-voting-caption: ತಾಲೂಕು ಕಾನೂನು ಸೇವೆಗಳ ಸಮಿತಿ, ವಕೀಲರ ಸಂಘ, ತಾಲೂಕು ಆಡಳಿತ ಹಾಗೂ ಸಾರ್ವಜನಿಕ ಶಿಕ್ಷಣ ಇಲಾಖೆ ಸಹಯೋಗದಲ್ಲಿ ಹಮ್ಮಿಕೊಂಡಿದ್ದ ರಾಷ್ಟ್ರೀಯ ಮತದಾರರ ದಿನಾಚರಣೆ ಹಾಗೂ ಕಾನೂನು ಅರಿವು ನೆರವು ಕಾರ್ಯಕ್ರಮವನ್ನು ಹಿರಿಯ ಸಿವಿಲ್ ನ್ಯಾಯಾಧೀಶರು ಹಾಗೂ ತಾಲೂಕು ಕಾನೂನು ಸೇವೆಗಳ ಸಮಿತಿ ಅಧ್ಯಕ್ಷರು ಎಂ.ಡಿ.ಪವಿತ್ರ ಉದ್ಘಾಟಿಸಿದರು.	[258, 763, 889, 793]
divider	[29, 530, 891, 532]
article-democracy-col3: ದೇಶದ ವೈವಿಧ್ಯಮಯ ಧರ್ಮ, ಸಂಸ್ಕೃತಿ, ಭಾಷೆ, ಆಚರಣೆ, ಆಹಾರ ಪದ್ಧತಿಯನ್ನು ಒಂದು ಗೂಡಿಸುವಲ್ಲಿ ಸಂವಿಧಾನ ಪ್ರಮುಖ ಪಾತ್ರ ವಹಿಸಿದೆ. ಸ್ವಾತಂತ್ರ್ಯಾನಂತರ ದೇಶ ಬಡತನ, ನಿರುದ್ಯೋಗ, ಅನಕ್ಷರತೆ ಮುಂತಾದ ಸಮಸ್ಯೆಗಳನ್ನು ಎದುರಿಸಿತು. ಇಂದು ದೇಶ ಅಭಿವೃದ್ಧಿಯ ಪಥದಲ್ಲಿ ಸಾಗುತ್ತಿದ್ದು ಇದಕ್ಕೆ ಸಂವಿಧಾನವೇ ಬುನಾದಿ ಎಂದರು. ತಾಲ್ಲೂಕಿನ ವಿದ್ಯಾರ್ಥಿಗಳು ಕವಾಯತು ನಡೆಸಿ ಗೌರವ ವಂದನೆ ಸಲ್ಲಿಸಿದರು. ಸಾಂಸ್ಕೃತಿಕ ಕಾರ್ಯಕ್ರಮಗಳು ಗಮನ ಸೆಳೆದವು. ಈ ಸಂದರ್ಭದಲ್ಲಿ ತಾಲ್ಲೂಕು ಪಂಚಾಯಿತಿ ಇ.ಒ., ಪುರಸಭೆ ಮುಖ್ಯಾಧಿಕಾರಿ ಹಾಗೂ ವಿವಿಧ ಇಲಾಖೆಗಳ ಅಧಿಕಾರಿಗಳು ಹಾಜರಿದ್ದರು.	[686, 1105, 889, 1297]
article-constitution-col3: ಬುಣಾದಿಯಾಗಿದೆ. ಸಂವಿಧಾನ ಎಂದರೆ ಕೇವಲ ಪುಸ್ತಕವಲ್ಲ, ಅದು ಜೀವಂತ ದಾಖಲೆ. ಅದರ ತತ್ವಗಳನ್ನು ಪ್ರತಿಯೊಬ್ಬರೂ ತಮ್ಮ ಜೀವನದಲ್ಲಿ ಅಳವಡಿಸಿಕೊಳ್ಳಬೇಕು ಎಂದು ಹೇಳಿದರು. ನಮ್ಮ ದೇಶ ಇಂದು ತಂತ್ರಜ್ಞಾನ ಕ್ಷೇತ್ರದಲ್ಲಿ ಮುಂಚೂಣಿಯಲ್ಲಿದ್ದು, ಇಂದಿನ ಕಾಲಕ್ಕೆ ತಕ್ಕಂತೆ ತಂತ್ರಜ್ಞಾನದ ಸದ್ಬಳಕೆ ಅಗತ್ಯವಾಗಿದೆ ಎಂದರು. ಜೊತೆಗೆ, ತಾಯಿ ಮತ್ತು ಜನ್ಮಭೂಮಿಗೆ ಗೌರವ ನೀಡುವ ಸಂಸ್ಕಾರವನ್ನು ಯುವಜನತೆ ಬೆಳೆಸಿಕೊಳ್ಳಬೇಕು ಎಂದು ಕರೆ ನೀಡಿದರು. ಕಾರ್ಯಕ್ರಮದಲ್ಲಿ ಪರೀಕ್ಷಾಂಗ ಕುಲಸಚಿವರಾದ ಪ್ರೊ. ನೂರ್ ಆಫ್ಸಾ, ಹಣಕಾಸು ಅಧಿಕಾರಿಗಳು, ಸಿಂಡಿಕೇಟ್ ಸದಸ್ಯರು, ಸಿಬ್ಬಂದಿ ವರ್ಗ, ಎನ್.ಸಿ.ಸಿ. ಹಾಗೂ ಎನ್.ಎಸ್.ಎಸ್. ಸ್ವಯಂಸೇವಕರು ಉಪಸ್ಥಿತರಿದ್ದರು.	[687, 193, 889, 403]
masthead-name-red: ಮಿತ್ರ	[115, 73, 148, 98]
headline-award-1: ದತ್ತಿ ಪ್ರಶಸ್ತಿ–ಕವನಕ್ಕೆ ಮಲ್ಲಿಕಾರ್ಜುನ ಹೊಸಪಾಳ್ಯ,	[904, 751, 1379, 784]
article-democracy-cap1: ಪಡೆದಿದೆ. ಹಲವು ಅಂಗಸಂಸ್ಥೆಗಳು ಸೇರಿ ಸರ್ಕಾರಿ ಶಾಲೆಗಳ ವಿದ್ಯಾರ್ಥಿಗಳಿಗೆ ಪ್ರತಿಭಾ ಪುರಸ್ಕಾರ ನೀಡಲಾಯಿತು. ನಿವೃತ್ತ ನೌಕರರು ಹಾಗೂ 92 ಮಂದಿ ಸರ್ಕಾರಿ ಕೆಲಸ ಪಡೆದ ಅಭ್ಯರ್ಥಿಗಳನ್ನು ಅಭಿನಂದಿಸಲಾಯಿತು. ಶಾಸಕರು ಮತ್ತು ಜನಪ್ರತಿನಿಧಿಗಳು ಉಪಸ್ಥಿತರಿದ್ದರು.	[258, 1315, 460, 1396]
article-soldiers-cap2: ತಿಪಟೂರು: ನೇವಿಯಲ್ಲಿ 20 ವರ್ಷಗಳ ಕಾಲ ಸೇವೆ ಸಲ್ಲಿಸಿದ ನಿವೃತ್ತ ಯೋಧರಾದ ಮಾಜಿ ಸೈನಿಕ ವೆಂಕಟೇಶ ಅವರನ್ನು ಸನ್ಮಾನಿಸಲಾಯಿತು. ತಹಸೀಲ್ದಾರ್ ಅವರು ಪುಷ್ಪ ನಮನ ಸಲ್ಲಿಸಿದರು.	[1159, 1564, 1402, 1611]
headline-democracy: ನಮ್ಮ ದೇಶ ಪ್ರಜಾಪ್ರಭುತ್ವದಲ್ಲಿ ಅನ್ಯ ದೇಶಗಳಿಗೆ ಮಾದರಿ	[34, 1039, 821, 1090]
article-kunigal-col5: ಶಾಸ್ತ್ರಿ, ಸುಭಾಷ್ ಚಂದ್ರಬೋಸ್, ಜವಹರಲಾಲ್ ನೆಹರು, ಕಿತ್ತೂರು ರಾಣಿ ಚನ್ನಮ್ಮ, ಸಂಗೊಳ್ಳಿ ರಾಯಣ್ಣ ಸೇರಿದಂತೆ ಅನೇಕ ಮಹನೀಯರ ತ್ಯಾಗ ಬಲಿದಾನವನ್ನು ಸ್ಮರಿಸಬೇಕು. ತಹಸೀಲ್ದಾರ್ ಯು. ರಶ್ಮಿ ಧ್ವಜಾರೋಹಣ ನೆರವೇರಿಸಿ ಮಾತನಾಡಿದರು. ವಿವಿಧ ಕ್ಷೇತ್ರದಲ್ಲಿ ಸಾಧನೆ ಮಾಡಿದ ಸಾಧಕರನ್ನು ಹಾಗೂ ಉತ್ತಮ ಸೇವೆ ಸಲ್ಲಿಸಿದ ನೌಕರರನ್ನು ಸನ್ಮಾನಿಸಲಾಯಿತು. ಶಾಲಾ ಮಕ್ಕಳು ಪಥ ಸಂಚಲನ ನಡೆಸಿ ಸಾಂಸ್ಕೃತಿಕ ಕಾರ್ಯಕ್ರಮ ನಡೆಸಿಕೊಟ್ಟರು. ಕಾರ್ಯಕ್ರಮದಲ್ಲಿ ಡಾ.ಪಿ. ಇಒ ಹೆಚ್.ವಿ.ನರಸಿಂಹಮೂರ್ತಿ, ಬಿಇಒ ಬೋರೇಗೌಡ, ಸಿಪಿಐ ಮಾದ್ಯನಾಯಕ್, ಹಾಗೂ ಸರ್ಕಾರಿ ನೌಕರರ ಸಂಘದ ಅಧ್ಯಕ್ಷ ಸಿಬ್ಬಂದಿ ವರ್ಗದವರು ಹಾಜರಿದ್ದರು.	[792, 2113, 892, 2573]
